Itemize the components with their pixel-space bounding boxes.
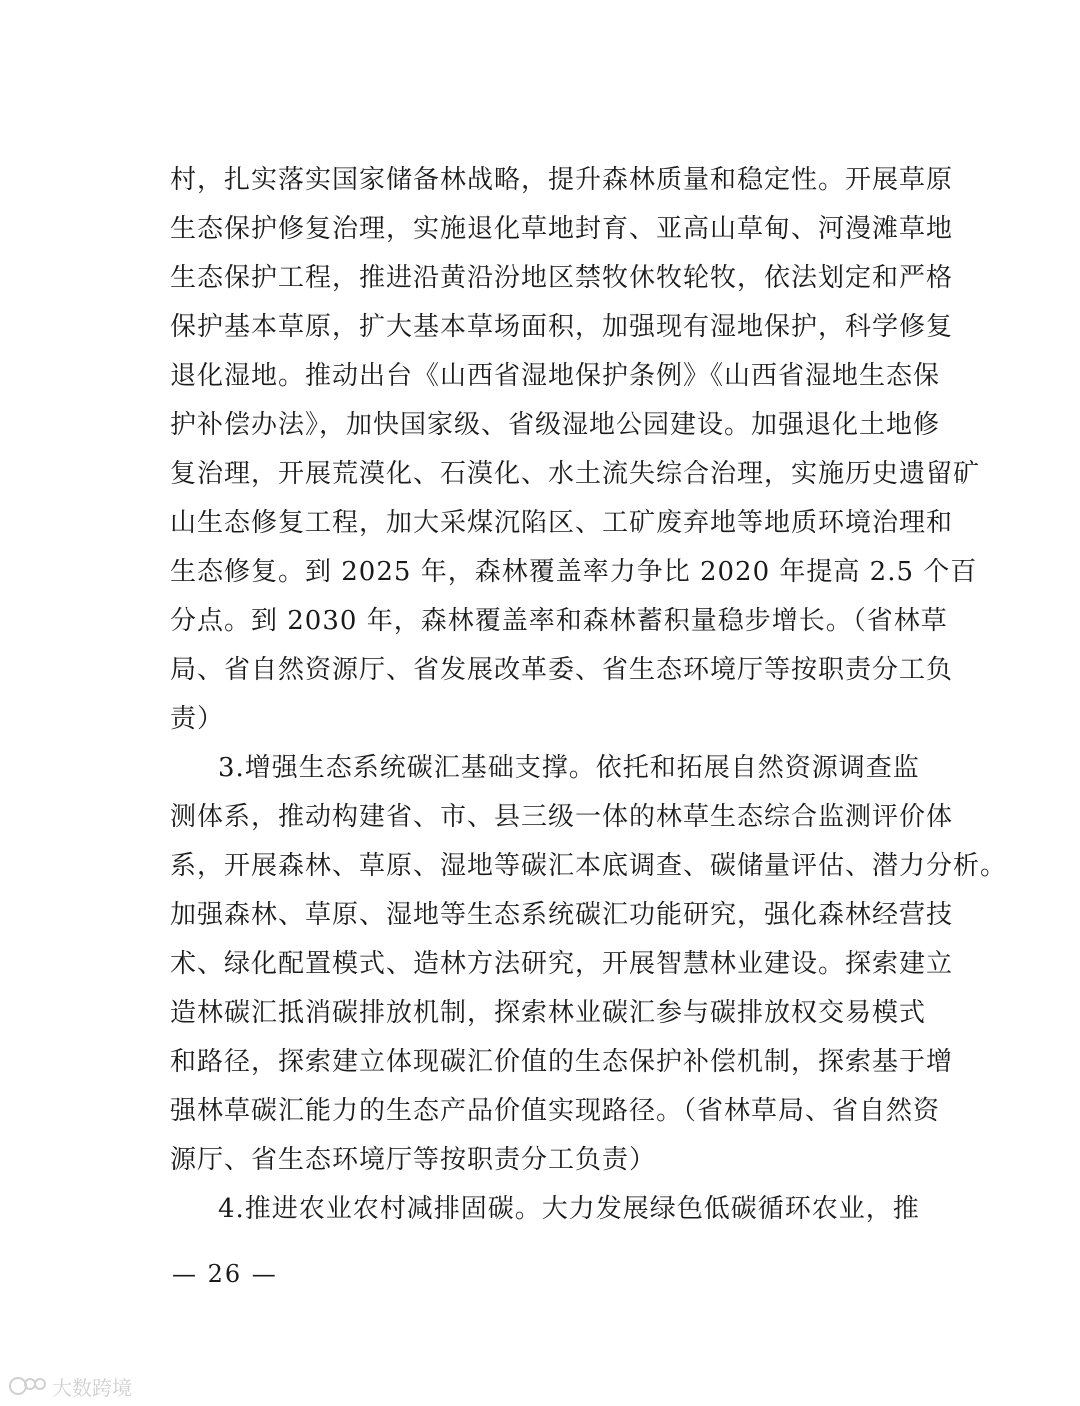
text-line: 生态保护修复治理，实施退化草地封育、亚高山草甸、河漫滩草地 [170,214,954,244]
text-line: 加强森林、草原、湿地等生态系统碳汇功能研究，强化森林经营技 [170,900,954,930]
text-line: 山生态修复工程，加大采煤沉陷区、工矿废弃地等地质环境治理和 [170,508,954,538]
watermark [8,1372,132,1400]
text-line: 测体系，推动构建省、市、县三级一体的林草生态综合监测评价体 [170,802,954,832]
brand-logo-icon [8,1374,48,1398]
section-heading-line: 3.增强生态系统碳汇基础支撑。依托和拓展自然资源调查监 [218,753,920,783]
text-line: 护补偿办法》，加快国家级、省级湿地公园建设。加强退化土地修 [170,410,941,440]
text-line: 术、绿化配置模式、造林方法研究，开展智慧林业建设。探索建立 [170,949,954,979]
text-line: 复治理，开展荒漠化、石漠化、水土流失综合治理，实施历史遗留矿 [170,459,981,489]
text-line: 和路径，探索建立体现碳汇价值的生态保护补偿机制，探索基于增 [170,1047,954,1077]
section-heading-line: 4.推进农业农村减排固碳。大力发展绿色低碳循环农业，推 [218,1194,920,1224]
text-line: 分点。到 2030 年，森林覆盖率和森林蓄积量稳步增长。（省林草 [170,606,948,636]
text-line: 村，扎实落实国家储备林战略，提升森林质量和稳定性。开展草原 [170,165,954,195]
text-line: 保护基本草原，扩大基本草场面积，加强现有湿地保护，科学修复 [170,312,954,342]
text-line: 退化湿地。推动出台《山西省湿地保护条例》《山西省湿地生态保 [170,361,941,391]
page-number: — 26 — [172,1260,278,1288]
text-line: 生态修复。到 2025 年，森林覆盖率力争比 2020 年提高 2.5 个百 [170,557,978,587]
text-line: 生态保护工程，推进沿黄沿汾地区禁牧休牧轮牧，依法划定和严格 [170,263,954,293]
text-line: 局、省自然资源厅、省发展改革委、省生态环境厅等按职责分工负 [170,655,954,685]
text-line: 系，开展森林、草原、湿地等碳汇本底调查、碳储量评估、潜力分析。 [170,851,1008,881]
text-line: 源厅、省生态环境厅等按职责分工负责） [170,1145,657,1175]
watermark-text: 大数跨境 [52,1375,132,1400]
text-line: 强林草碳汇能力的生态产品价值实现路径。（省林草局、省自然资 [170,1096,941,1126]
text-line: 造林碳汇抵消碳排放机制，探索林业碳汇参与碳排放权交易模式 [170,998,927,1028]
text-line: 责） [170,704,225,734]
